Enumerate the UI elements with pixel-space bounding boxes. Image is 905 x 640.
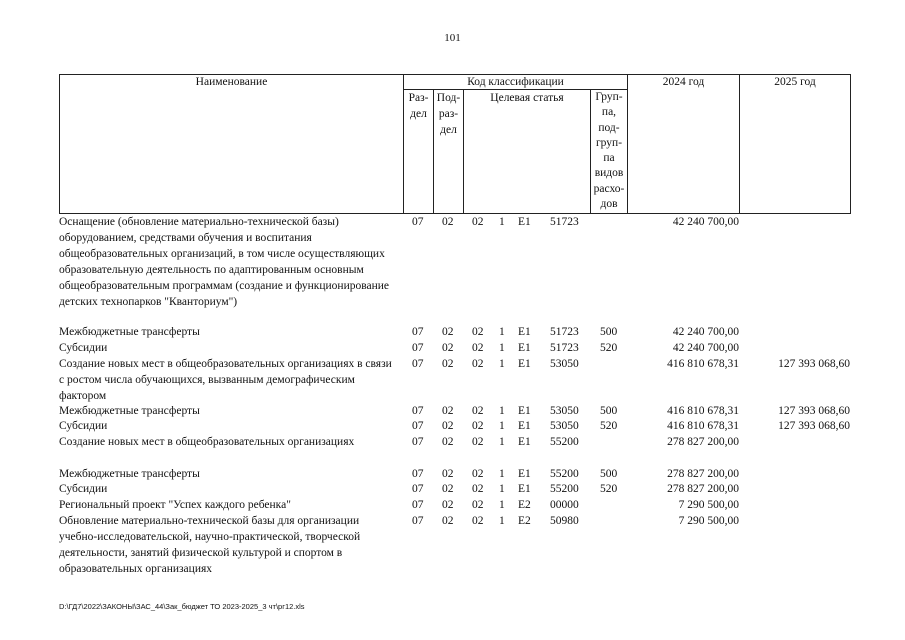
row-code-c3: E1	[518, 468, 531, 480]
row-name: Субсидии	[59, 483, 108, 495]
row-code-c4: 55200	[550, 436, 579, 448]
row-code-r: 07	[412, 468, 424, 480]
row-code-c4: 53050	[550, 420, 579, 432]
row-name: Межбюджетные трансферты	[59, 326, 200, 338]
row-value-2024: 278 827 200,00	[667, 468, 739, 480]
row-value-2024: 416 810 678,31	[667, 358, 739, 370]
row-code-c3: E1	[518, 405, 531, 417]
header-2025: 2025 год	[774, 76, 816, 88]
header-vline	[850, 74, 851, 214]
row-value-2024: 416 810 678,31	[667, 405, 739, 417]
file-path: D:\ГД7\2022\ЗАКОНЫ\ЗАС_44\Зак_бюджет ТО 2023-2025_3 чт\рг12.xls	[59, 602, 305, 611]
row-code-c1: 02	[472, 405, 484, 417]
row-code-c4: 50980	[550, 515, 579, 527]
row-code-c2: 1	[499, 420, 505, 432]
header-razdel-line: дел	[410, 108, 427, 120]
row-code-c2: 1	[499, 358, 505, 370]
row-code-r: 07	[412, 483, 424, 495]
row-value-2024: 42 240 700,00	[672, 216, 739, 228]
header-vline	[463, 89, 464, 214]
header-podrazdel	[434, 90, 463, 138]
row-code-g: 500	[600, 468, 618, 480]
row-code-c3: E2	[518, 515, 531, 527]
row-code-c1: 02	[472, 326, 484, 338]
row-code-c2: 1	[499, 515, 505, 527]
header-2024: 2024 год	[662, 76, 705, 88]
row-value-2024: 7 290 500,00	[678, 515, 739, 527]
row-code-c4: 55200	[550, 468, 579, 480]
row-code-c2: 1	[499, 216, 505, 228]
header-vline	[739, 74, 740, 214]
row-code-c3: E1	[518, 216, 531, 228]
header-gruppa-line: дов	[600, 198, 618, 211]
row-code-c1: 02	[472, 342, 484, 354]
row-code-g: 500	[600, 405, 618, 417]
row-code-p: 02	[442, 483, 454, 495]
header-vline	[627, 74, 628, 214]
row-code-c4: 53050	[550, 358, 579, 370]
row-code-c4: 51723	[550, 326, 579, 338]
row-name: Обновление материально-технической базы для организации учебно-исследовательской, научно-практической, творческой деятельности, занятий физической культурой и спортом в образовательных организациях	[59, 515, 361, 575]
row-value-2024: 42 240 700,00	[672, 326, 739, 338]
row-code-c4: 51723	[550, 216, 579, 228]
row-value-2024: 278 827 200,00	[667, 436, 739, 448]
header-podrazdel-line: раз-	[438, 108, 459, 120]
row-code-p: 02	[442, 515, 454, 527]
header-vline	[59, 74, 60, 214]
row-code-p: 02	[442, 358, 454, 370]
row-code-c3: E1	[518, 420, 531, 432]
row-name: Оснащение (обновление материально-технической базы) оборудованием, средствами обучения и воспитания общеобразовательных организаций, в том числе осуществляющих образовательную деятельность по адаптированным основным общеобразовательным программам (создание и функционирование детских технопарков "Кванториум")	[59, 216, 390, 308]
row-code-p: 02	[442, 420, 454, 432]
header-podrazdel-line: Под-	[436, 92, 461, 104]
row-code-r: 07	[412, 216, 424, 228]
row-code-p: 02	[442, 405, 454, 417]
row-code-c2: 1	[499, 483, 505, 495]
header-name: Наименование	[195, 76, 268, 88]
row-value-2025: 127 393 068,60	[778, 405, 850, 417]
row-value-2025: 127 393 068,60	[778, 420, 850, 432]
row-code-r: 07	[412, 420, 424, 432]
header-code: Код классификации	[467, 76, 564, 88]
row-code-c3: E1	[518, 342, 531, 354]
row-code-r: 07	[412, 515, 424, 527]
row-value-2024: 278 827 200,00	[667, 483, 739, 495]
row-code-p: 02	[442, 499, 454, 511]
header-celevaya: Целевая статья	[490, 92, 564, 104]
row-code-c1: 02	[472, 358, 484, 370]
row-code-c3: E1	[518, 436, 531, 448]
header-gruppa-line: па	[603, 152, 615, 165]
row-code-r: 07	[412, 342, 424, 354]
header-podrazdel-line: дел	[440, 124, 457, 136]
header-gruppa-line: па,	[601, 106, 617, 119]
row-code-c1: 02	[472, 499, 484, 511]
row-code-c1: 02	[472, 436, 484, 448]
row-code-c3: E1	[518, 326, 531, 338]
row-value-2024: 7 290 500,00	[678, 499, 739, 511]
row-code-p: 02	[442, 342, 454, 354]
row-code-c2: 1	[499, 326, 505, 338]
row-code-c2: 1	[499, 499, 505, 511]
row-code-c1: 02	[472, 420, 484, 432]
header-razdel	[404, 90, 433, 122]
row-code-g: 500	[600, 326, 618, 338]
row-code-p: 02	[442, 436, 454, 448]
header-gruppa-line: Груп-	[595, 91, 623, 103]
row-code-c1: 02	[472, 468, 484, 480]
row-code-c4: 00000	[550, 499, 579, 511]
row-code-c2: 1	[499, 436, 505, 448]
row-code-c3: E1	[518, 358, 531, 370]
header-razdel-line: Раз-	[408, 92, 429, 104]
row-code-c1: 02	[472, 515, 484, 527]
header-gruppa-line: груп-	[595, 136, 623, 149]
row-name: Создание новых мест в общеобразовательных организациях	[59, 436, 355, 448]
row-code-r: 07	[412, 499, 424, 511]
row-code-r: 07	[412, 405, 424, 417]
header-gruppa-line: расхо-	[593, 182, 625, 195]
row-code-r: 07	[412, 358, 424, 370]
row-value-2025: 127 393 068,60	[778, 358, 850, 370]
row-code-c2: 1	[499, 468, 505, 480]
row-code-c1: 02	[472, 483, 484, 495]
row-code-r: 07	[412, 436, 424, 448]
page-number: 101	[444, 32, 461, 44]
row-code-c2: 1	[499, 405, 505, 417]
row-code-g: 520	[600, 420, 618, 432]
header-gruppa-line: видов	[594, 167, 624, 180]
row-name: Межбюджетные трансферты	[59, 405, 200, 417]
row-code-r: 07	[412, 326, 424, 338]
row-code-g: 520	[600, 342, 618, 354]
row-name: Субсидии	[59, 420, 108, 432]
row-code-p: 02	[442, 326, 454, 338]
header-gruppa-line: под-	[598, 121, 620, 134]
row-value-2024: 416 810 678,31	[667, 420, 739, 432]
row-code-g: 520	[600, 483, 618, 495]
row-code-c4: 51723	[550, 342, 579, 354]
row-name: Субсидии	[59, 342, 108, 354]
header-gruppa	[591, 90, 627, 212]
row-code-c2: 1	[499, 342, 505, 354]
row-code-c1: 02	[472, 216, 484, 228]
row-name: Создание новых мест в общеобразовательных организациях в связи с ростом числа обучающихся, вызванным демографическим фактором	[59, 358, 392, 402]
row-name: Межбюджетные трансферты	[59, 468, 200, 480]
row-code-c3: E1	[518, 483, 531, 495]
row-value-2024: 42 240 700,00	[672, 342, 739, 354]
row-code-c4: 53050	[550, 405, 579, 417]
row-code-c3: E2	[518, 499, 531, 511]
row-code-c4: 55200	[550, 483, 579, 495]
row-name: Региональный проект "Успех каждого ребенка"	[59, 499, 291, 511]
row-code-p: 02	[442, 216, 454, 228]
row-code-p: 02	[442, 468, 454, 480]
